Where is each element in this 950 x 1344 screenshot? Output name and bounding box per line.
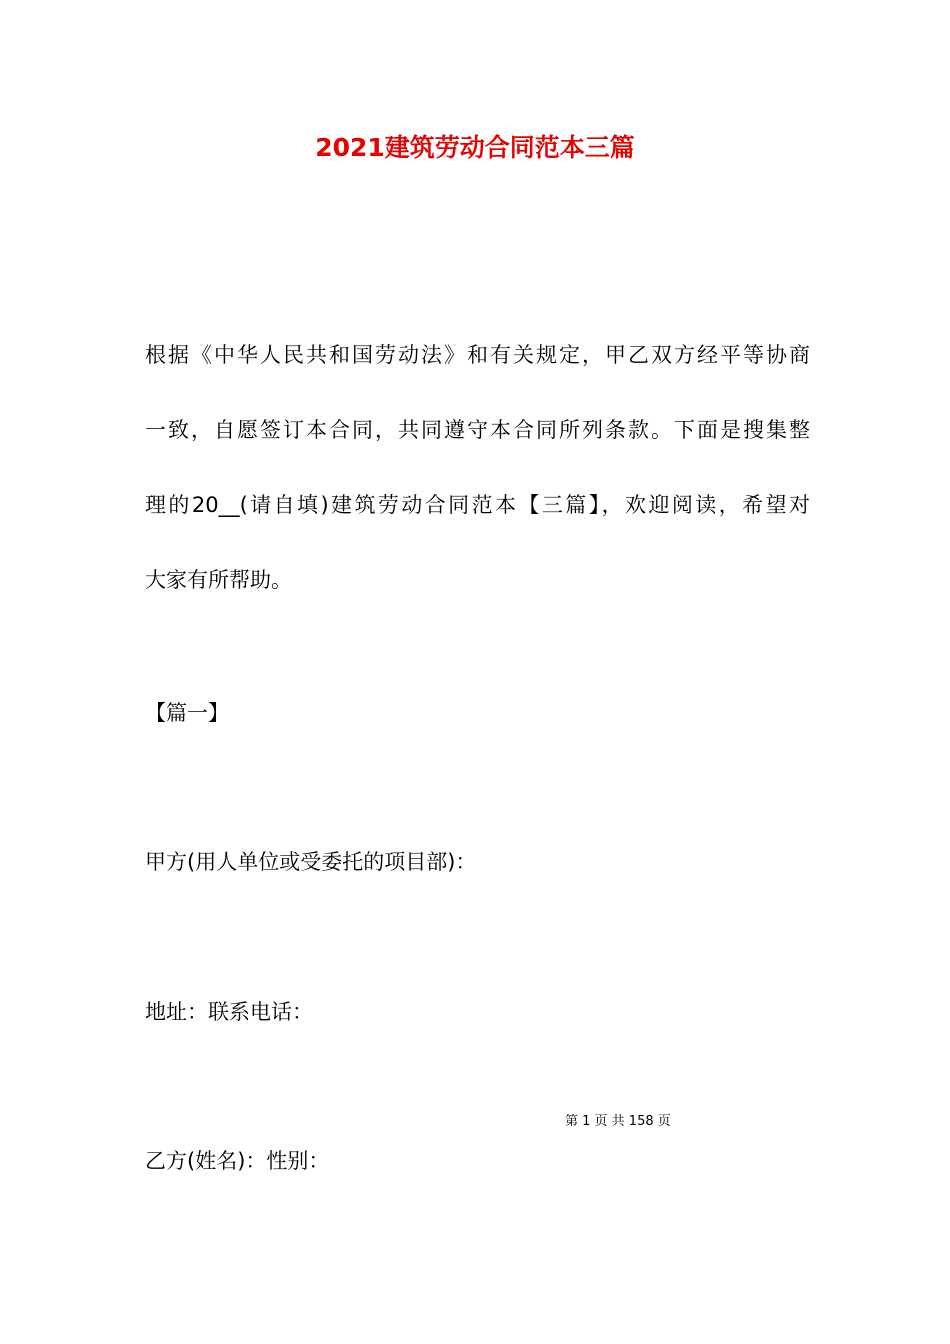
address-phone-line: 地址：联系电话： <box>145 1000 313 1024</box>
document-title: 2021建筑劳动合同范本三篇 <box>315 133 635 162</box>
intro-paragraph <box>145 318 810 618</box>
intro-line-3: 理的20__(请自填)建筑劳动合同范本【三篇】，欢迎阅读，希望对 <box>145 493 810 517</box>
intro-line-4: 大家有所帮助。 <box>145 568 292 592</box>
section-heading: 【篇一】 <box>145 701 229 725</box>
party-b-line: 乙方(姓名)：性别： <box>145 1149 330 1173</box>
party-a-line: 甲方(用人单位或受委托的项目部)： <box>145 850 477 874</box>
intro-line-2: 一致，自愿签订本合同，共同遵守本合同所列条款。下面是搜集整 <box>145 418 810 442</box>
intro-line-1: 根据《中华人民共和国劳动法》和有关规定，甲乙双方经平等协商 <box>145 343 810 367</box>
page-number-footer: 第 1 页 共 158 页 <box>565 1114 671 1129</box>
